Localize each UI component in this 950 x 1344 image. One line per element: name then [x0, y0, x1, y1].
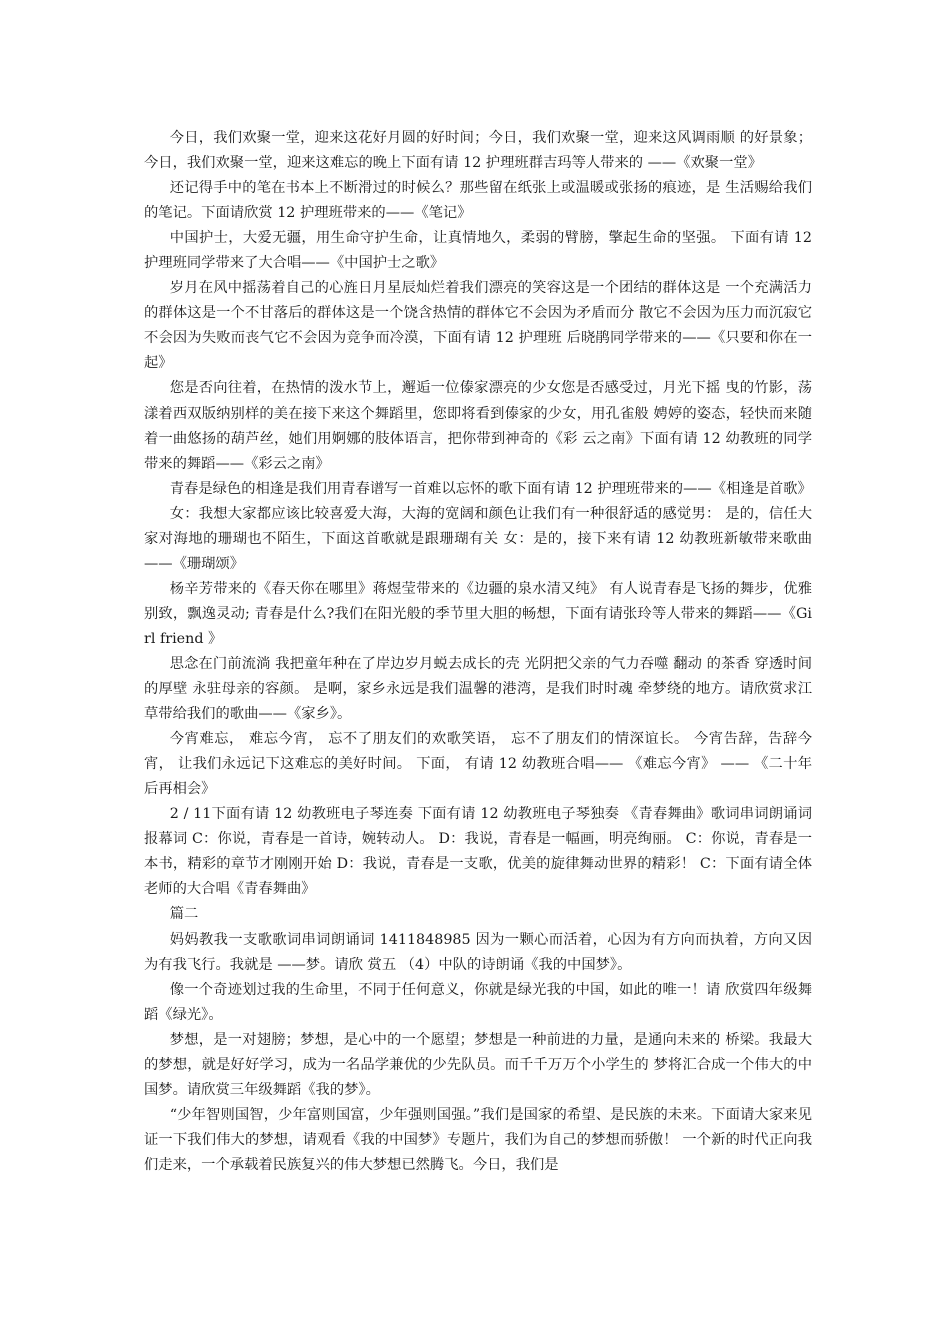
paragraph: 女：我想大家都应该比较喜爱大海，大海的宽阔和颜色让我们有一种很舒适的感觉男： 是的，信任大家对海地的珊瑚也不陌生，下面这首歌就是跟珊瑚有关 女：是的，接下来有请 12 幼教班新敏带来歌曲——《珊瑚颂》 [144, 505, 812, 572]
paragraph: “少年智则国智，少年富则国富，少年强则国强。”我们是国家的希望、是民族的未来。下面请大家来见证一下我们伟大的梦想，请观看《我的中国梦》专题片，我们为自己的梦想而骄傲！ 一个新的时代正向我们走来，一个承载着民族复兴的伟大梦想已然腾飞。今日，我们是 [144, 1106, 812, 1173]
paragraph: 青春是绿色的相逢是我们用青春谱写一首难以忘怀的歌下面有请 12 护理班带来的——《相逢是首歌》 [169, 480, 812, 497]
paragraph: 2 / 11下面有请 12 幼教班电子琴连奏 下面有请 12 幼教班电子琴独奏 《青春舞曲》歌词串词朗诵词报幕词 C：你说，青春是一首诗，婉转动人。 D：我说，青春是一幅画，明亮绚丽。 C：你说，青春是一本书，精彩的章节才刚刚开始 D：我说，青春是一支歌，优美的旋律舞动世界的精彩！ C：下面有请全体老师的大合唱《青春舞曲》 [144, 806, 812, 898]
document-body [144, 126, 812, 1178]
paragraph: 杨辛芳带来的《春天你在哪里》蒋煜莹带来的《边疆的泉水清又纯》 有人说青春是飞扬的舞步，优雅别致，飘逸灵动; 青春是什么?我们在阳光般的季节里大胆的畅想，下面有请张玲等人带来的舞蹈——《Girl friend 》 [144, 580, 812, 647]
paragraph: 梦想，是一对翅膀；梦想，是心中的一个愿望；梦想是一种前进的力量，是通向未来的 桥梁。我最大的梦想，就是好好学习，成为一名品学兼优的少先队员。而千千万万个小学生的 梦将汇合成一个伟大的中国梦。请欣赏三年级舞蹈《我的梦》。 [144, 1031, 812, 1098]
paragraph: 今宵难忘， 难忘今宵， 忘不了朋友们的欢歌笑语， 忘不了朋友们的情深谊长。 今宵告辞，告辞今宵， 让我们永远记下这难忘的美好时间。 下面， 有请 12 幼教班合唱—— 《难忘今宵》 —— 《二十年后再相会》 [144, 731, 812, 798]
paragraph: 像一个奇迹划过我的生命里，不同于任何意义，你就是绿光我的中国，如此的唯一！请 欣赏四年级舞蹈《绿光》。 [144, 981, 812, 1023]
paragraph: 还记得手中的笔在书本上不断滑过的时候么？那些留在纸张上或温暖或张扬的痕迹，是 生活赐给我们的笔记。下面请欣赏 12 护理班带来的——《笔记》 [144, 180, 812, 222]
paragraph: 岁月在风中摇荡着自己的心旌日月星辰灿烂着我们漂亮的笑容这是一个团结的群体这是 一个充满活力的群体这是一个不甘落后的群体这是一个饶含热情的群体它不会因为矛盾而分 散它不会因为压力而沉寂它不会因为失败而丧气它不会因为竞争而冷漠，下面有请 12 护理班 后晓鹃同学带来的——《只要和你在一起》 [144, 280, 812, 372]
paragraph: 您是否向往着，在热情的泼水节上，邂逅一位傣家漂亮的少女您是否感受过，月光下摇 曳的竹影，荡漾着西双版纳别样的美在接下来这个舞蹈里，您即将看到傣家的少女，用孔雀般 娉婷的姿态，轻快而来随着一曲悠扬的葫芦丝，她们用婀娜的肢体语言，把你带到神奇的《彩 云之南》下面有请 12 幼教班的同学带来的舞蹈——《彩云之南》 [144, 380, 812, 472]
section-heading: 篇二 [169, 906, 199, 923]
paragraph: 妈妈教我一支歌歌词串词朗诵词 1411848985 因为一颗心而活着，心因为有方向而执着，方向又因为有我飞行。我就是 ——梦。请欣 赏五 （4）中队的诗朗诵《我的中国梦》。 [144, 931, 812, 973]
paragraph: 中国护士，大爱无疆，用生命守护生命，让真情地久，柔弱的臂膀，擎起生命的坚强。 下面有请 12 护理班同学带来了大合唱——《中国护士之歌》 [144, 230, 812, 272]
paragraph: 思念在门前流淌 我把童年种在了岸边岁月蜕去成长的壳 光阴把父亲的气力吞噬 翻动 的茶香 穿透时间的厚壁 永驻母亲的容颜。 是啊，家乡永远是我们温馨的港湾，是我们时时魂 牵梦绕的地方。请欣赏求江草带给我们的歌曲——《家乡》。 [144, 655, 812, 723]
paragraph: 今日，我们欢聚一堂，迎来这花好月圆的好时间；今日，我们欢聚一堂，迎来这风调雨顺 的好景象；今日，我们欢聚一堂，迎来这难忘的晚上下面有请 12 护理班群吉玛等人带来的 ——《欢聚一堂》 [144, 130, 812, 172]
